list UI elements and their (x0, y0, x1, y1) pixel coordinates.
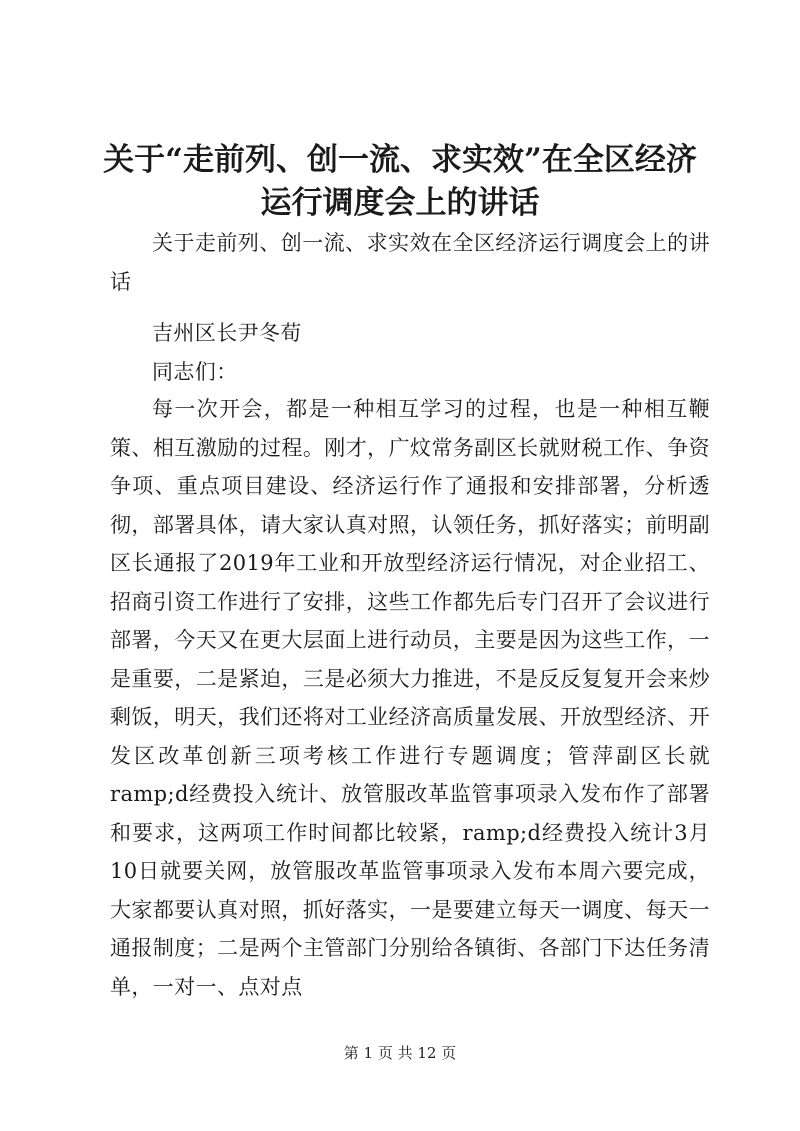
document-title-line-2: 运行调度会上的讲话 (260, 185, 540, 221)
document-title-line-1: 关于“走前列、创一流、求实效”在全区经济 (103, 142, 697, 178)
document-author: 吉州区长尹冬荀 (152, 321, 302, 345)
page-number-footer: 第 1 页 共 12 页 (343, 1044, 457, 1062)
document-body-paragraph: 每一次开会，都是一种相互学习的过程，也是一种相互鞭策、相互激励的过程。刚才，广炆常务副区长就财税工作、争资争项、重点项目建设、经济运行作了通报和安排部署，分析透彻，部署具体，请大家认真对照，认领任务，抓好落实；前明副区长通报了2019年工业和开放型经济运行情况，对企业招工、招商引资工作进行了安排，这些工作都先后专门召开了会议进行部署，今天又在更大层面上进行动员，主要是因为这些工作，一是重要，二是紧迫，三是必须大力推进，不是反反复复开会来炒剩饭，明天，我们还将对工业经济高质量发展、开放型经济、开发区改革创新三项考核工作进行专题调度；管萍副区长就ramp;d经费投入统计、放管服改革监管事项录入发布作了部署和要求，这两项工作时间都比较紧，ramp;d经费投入统计3月10日就要关网，放管服改革监管事项录入发布本周六要完成，大家都要认真对照，抓好落实，一是要建立每天一调度、每天一通报制度；二是两个主管部门分别给各镇街、各部门下达任务清单，一对一、点对点 (110, 397, 710, 999)
document-greeting: 同志们： (152, 360, 238, 384)
document-subtitle: 关于走前列、创一流、求实效在全区经济运行调度会上的讲话 (110, 231, 710, 294)
